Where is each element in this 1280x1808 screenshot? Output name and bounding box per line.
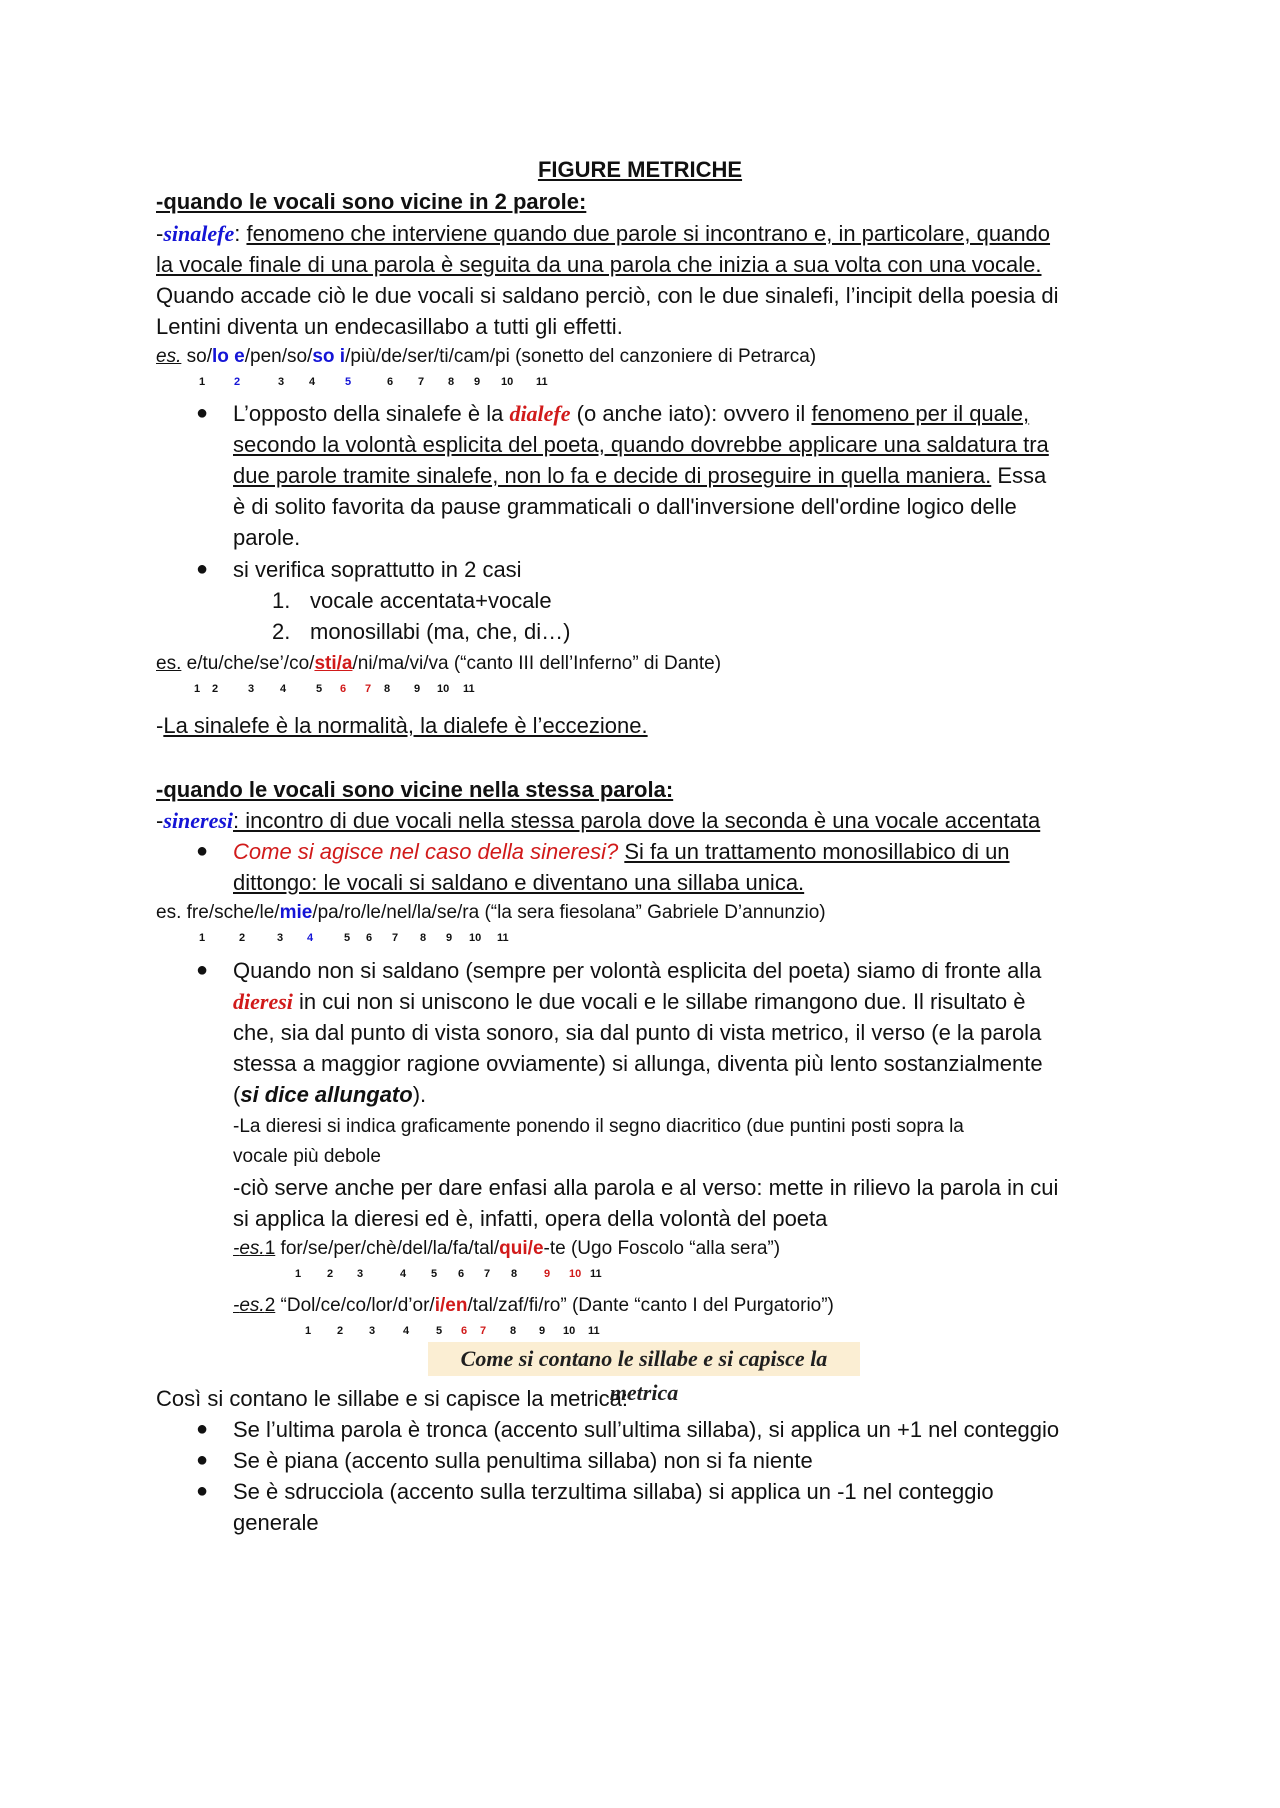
syllable-number: 6	[387, 376, 394, 388]
rule-sdrucciola-cont: generale	[233, 1510, 319, 1535]
syllable-number: 1	[199, 932, 206, 944]
syllable-number: 10	[469, 932, 482, 944]
syllable-number: 11	[590, 1268, 602, 1280]
syllable-number: 5	[431, 1268, 438, 1280]
example-dannunzio: es. fre/sche/le/mie/pa/ro/le/nel/la/se/ra (“la sera fiesolana” Gabriele D’annunzio)	[156, 902, 826, 923]
syllable-number: 2	[234, 376, 241, 388]
syllable-number: 11	[588, 1325, 600, 1337]
syllable-number: 6	[458, 1268, 465, 1280]
section2-heading: -quando le vocali sono vicine nella stessa parola:	[156, 777, 674, 802]
rule-sinalefe-dialefe: -La sinalefe è la normalità, la dialefe è l’eccezione.	[156, 713, 648, 738]
sinalefe-definition-line1: -sinalefe: fenomeno che interviene quando due parole si incontrano e, in particolare, quando	[156, 221, 1051, 246]
syllable-number: 11	[536, 376, 548, 388]
bullet: ●	[196, 1480, 209, 1502]
list-item: monosillabi (ma, che, di…)	[310, 619, 571, 644]
bullet: ●	[196, 1449, 209, 1471]
sinalefe-text-line3: Quando accade ciò le due vocali si saldano perciò, con le due sinalefi, l’incipit della poesia di	[156, 283, 1059, 308]
syllable-number: 2	[212, 683, 219, 695]
list-marker: 1.	[272, 588, 291, 613]
dieresi-note2-line2: si applica la dieresi ed è, infatti, opera della volontà del poeta	[233, 1206, 828, 1231]
syllable-number: 9	[474, 376, 481, 388]
bullet: ●	[196, 402, 209, 424]
bullet: ●	[196, 959, 209, 981]
bullet: ●	[196, 840, 209, 862]
syllable-number: 1	[194, 683, 201, 695]
syllable-number: 10	[437, 683, 450, 695]
syllable-number: 3	[278, 376, 285, 388]
syllable-number: 5	[436, 1325, 443, 1337]
dieresi-line3: che, sia dal punto di vista sonoro, sia dal punto di vista metrico, il verso (e la parola	[233, 1020, 1042, 1045]
syllable-number: 1	[199, 376, 206, 388]
rule-piana: Se è piana (accento sulla penultima sillaba) non si fa niente	[233, 1448, 813, 1473]
syllable-number: 4	[309, 376, 316, 388]
example-petrarca: es. so/lo e/pen/so/so i/più/de/ser/ti/cam/pi (sonetto del canzoniere di Petrarca)	[156, 346, 817, 367]
syllable-number: 9	[539, 1325, 546, 1337]
syllable-number: 8	[511, 1268, 518, 1280]
syllable-number: 10	[563, 1325, 576, 1337]
syllable-number: 8	[420, 932, 427, 944]
syllable-number: 11	[463, 683, 475, 695]
dieresi-line4: stessa a maggior ragione ovviamente) si allunga, diventa più lento sostanzialmente	[233, 1051, 1043, 1076]
bullet: ●	[196, 558, 209, 580]
dieresi-note1-line2: vocale più debole	[233, 1146, 381, 1167]
syllable-number: 1	[305, 1325, 312, 1337]
syllable-number: 7	[392, 932, 399, 944]
syllable-number: 9	[446, 932, 453, 944]
dialefe-line1: L’opposto della sinalefe è la dialefe (o anche iato): ovvero il fenomeno per il quale,	[233, 401, 1030, 426]
syllable-number: 7	[418, 376, 425, 388]
syllable-number: 5	[344, 932, 351, 944]
syllable-number: 3	[369, 1325, 376, 1337]
syllable-number: 2	[327, 1268, 334, 1280]
example-dante-inferno: es. e/tu/che/se’/co/sti/a/ni/ma/vi/va (“canto III dell’Inferno” di Dante)	[156, 653, 722, 674]
sineresi-term: sineresi	[163, 808, 234, 833]
syllable-number: 2	[337, 1325, 344, 1337]
section1-heading: -quando le vocali sono vicine in 2 parole:	[156, 189, 587, 214]
syllable-number: 8	[448, 376, 455, 388]
syllable-number: 5	[316, 683, 323, 695]
sinalefe-definition-line2: la vocale finale di una parola è seguita da una parola che inizia a sua volta con una vocale.	[156, 252, 1042, 277]
sineresi-question-line1: Come si agisce nel caso della sineresi? Si fa un trattamento monosillabico di un	[233, 839, 1010, 864]
dieresi-line2: dieresi in cui non si uniscono le due vocali e le sillabe rimangono due. Il risultato è	[233, 989, 1026, 1014]
example-foscolo: -es.1 for/se/per/chè/del/la/fa/tal/qui/e-te (Ugo Foscolo “alla sera”)	[233, 1238, 781, 1259]
syllable-number: 7	[480, 1325, 487, 1337]
bullet: ●	[196, 1418, 209, 1440]
sineresi-definition: -sineresi: incontro di due vocali nella stessa parola dove la seconda è una vocale accentata	[156, 808, 1041, 833]
dialefe-line2: secondo la volontà esplicita del poeta, quando dovrebbe applicare una saldatura tra	[233, 432, 1049, 457]
syllable-number: 1	[295, 1268, 302, 1280]
syllable-number: 9	[414, 683, 421, 695]
syllable-number: 7	[365, 683, 372, 695]
dialefe-term: dialefe	[509, 401, 571, 426]
syllable-number: 11	[497, 932, 509, 944]
dieresi-term: dieresi	[233, 989, 293, 1014]
list-marker: 2.	[272, 619, 291, 644]
syllable-number: 4	[400, 1268, 407, 1280]
syllable-number: 2	[239, 932, 246, 944]
syllable-number: 6	[340, 683, 347, 695]
syllable-number: 4	[403, 1325, 410, 1337]
list-item: vocale accentata+vocale	[310, 588, 552, 613]
casi-intro: si verifica soprattutto in 2 casi	[233, 557, 522, 582]
dieresi-note2-line1: -ciò serve anche per dare enfasi alla parola e al verso: mette in rilievo la parola in cui	[233, 1175, 1059, 1200]
dialefe-line4: è di solito favorita da pause grammaticali o dall'inversione dell'ordine logico delle	[233, 494, 1017, 519]
syllable-number: 6	[366, 932, 373, 944]
syllable-number: 4	[280, 683, 287, 695]
syllable-number: 3	[357, 1268, 364, 1280]
syllable-number: 8	[510, 1325, 517, 1337]
rule-sdrucciola: Se è sdrucciola (accento sulla terzultima sillaba) si applica un -1 nel conteggio	[233, 1479, 994, 1504]
sinalefe-term: sinalefe	[163, 221, 235, 246]
syllable-number: 10	[501, 376, 514, 388]
syllable-number: 6	[461, 1325, 468, 1337]
syllable-number: 4	[307, 932, 314, 944]
rule-tronca: Se l’ultima parola è tronca (accento sull’ultima sillaba), si applica un +1 nel conteggio	[233, 1417, 1060, 1442]
dieresi-line5: (si dice allungato).	[233, 1082, 427, 1107]
sinalefe-text-line4: Lentini diventa un endecasillabo a tutti gli effetti.	[156, 314, 623, 339]
page-title: FIGURE METRICHE	[537, 157, 743, 182]
counting-intro: Così si contano le sillabe e si capisce la metrica:	[156, 1386, 628, 1411]
highlighted-section-title: Come si contano le sillabe e si capisce la metrica	[428, 1342, 860, 1376]
dialefe-line5: parole.	[233, 525, 301, 550]
syllable-number: 7	[484, 1268, 491, 1280]
dialefe-line3: due parole tramite sinalefe, non lo fa e decide di proseguire in quella maniera. Essa	[233, 463, 1047, 488]
syllable-number: 9	[544, 1268, 551, 1280]
dieresi-note1-line1: -La dieresi si indica graficamente ponendo il segno diacritico (due puntini posti sopra la	[233, 1116, 964, 1137]
syllable-number: 3	[248, 683, 255, 695]
syllable-number: 5	[345, 376, 352, 388]
syllable-number: 10	[569, 1268, 582, 1280]
syllable-number: 3	[277, 932, 284, 944]
syllable-number: 8	[384, 683, 391, 695]
dieresi-line1: Quando non si saldano (sempre per volontà esplicita del poeta) siamo di fronte alla	[233, 958, 1042, 983]
sineresi-question-line2: dittongo: le vocali si saldano e diventano una sillaba unica.	[233, 870, 805, 895]
example-dante-purgatorio: -es.2 “Dol/ce/co/lor/d’or/i/en/tal/zaf/fi/ro” (Dante “canto I del Purgatorio”)	[233, 1295, 834, 1316]
